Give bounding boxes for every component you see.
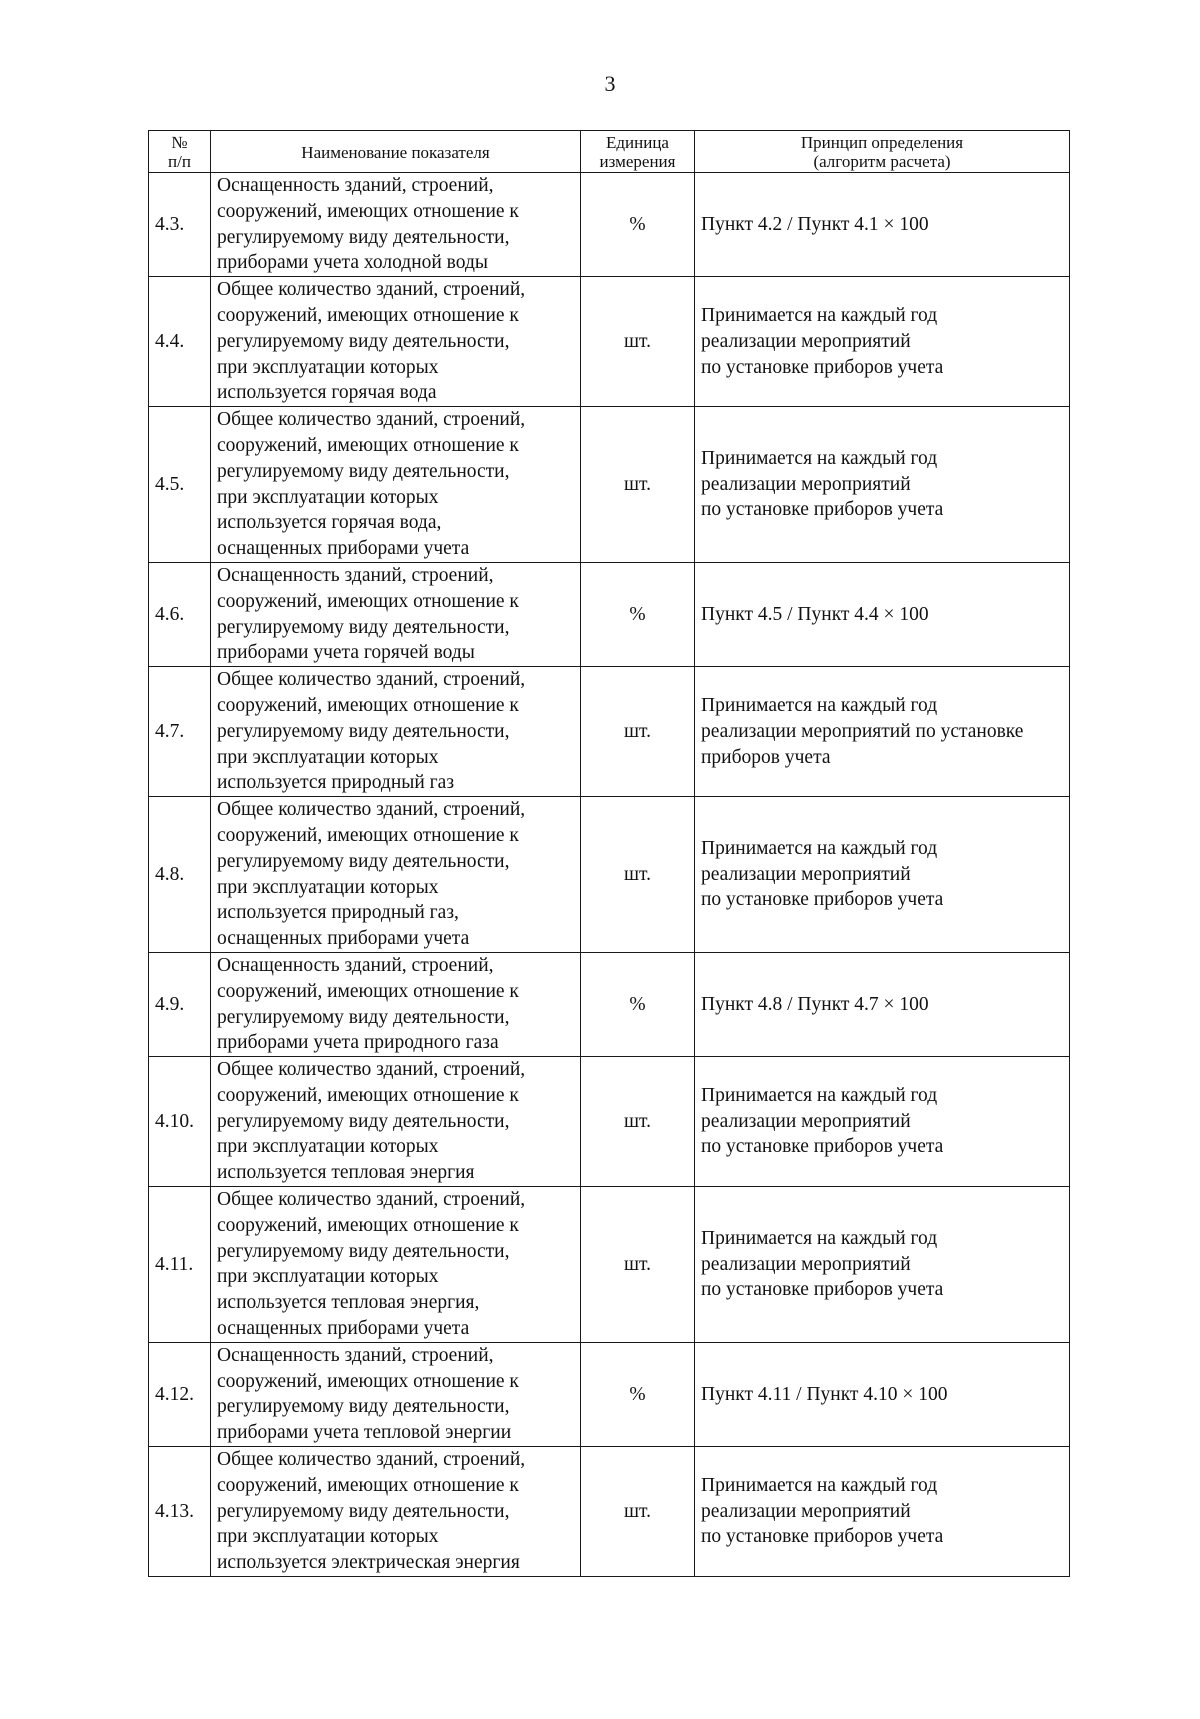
text-line: (алгоритм расчета) xyxy=(813,152,951,171)
indicator-name xyxy=(211,562,581,666)
header-row xyxy=(149,131,1070,173)
text-line: реализации мероприятий по установке xyxy=(701,720,1024,742)
text-line: регулируемому виду деятельности, xyxy=(217,330,510,352)
text-line: Общее количество зданий, строений, xyxy=(217,279,526,301)
text-line: сооружений, имеющих отношение к xyxy=(217,1474,519,1496)
header-rule xyxy=(695,131,1070,173)
row-number: 4.3. xyxy=(149,173,211,277)
indicator-name xyxy=(211,1187,581,1343)
text-line: при эксплуатации которых xyxy=(217,876,439,898)
text-line: Общее количество зданий, строений, xyxy=(217,1189,526,1211)
text-line: по установке приборов учета xyxy=(701,1136,944,1158)
table-row xyxy=(149,1057,1070,1187)
text-line: используется горячая вода, xyxy=(217,512,442,534)
text-line: Общее количество зданий, строений, xyxy=(217,1449,526,1471)
text-line: Пункт 4.11 / Пункт 4.10 × 100 xyxy=(701,1383,948,1405)
text-line: оснащенных приборами учета xyxy=(217,928,470,950)
indicator-name xyxy=(211,1057,581,1187)
text-line: по установке приборов учета xyxy=(701,1279,944,1301)
text-line: регулируемому виду деятельности, xyxy=(217,1240,510,1262)
text-line: регулируемому виду деятельности, xyxy=(217,850,510,872)
text-line: Общее количество зданий, строений, xyxy=(217,669,526,691)
text-line: Принимается на каждый год xyxy=(701,837,938,859)
measurement-unit: % xyxy=(581,173,695,277)
text-line: Пункт 4.8 / Пункт 4.7 × 100 xyxy=(701,993,929,1015)
row-number: 4.10. xyxy=(149,1057,211,1187)
text-line: реализации мероприятий xyxy=(701,863,911,885)
calculation-principle xyxy=(695,797,1070,953)
text-line: регулируемому виду деятельности, xyxy=(217,720,510,742)
text-line: оснащенных приборами учета xyxy=(217,538,470,560)
text-line: сооружений, имеющих отношение к xyxy=(217,1084,519,1106)
text-line: Принимается на каждый год xyxy=(701,1227,938,1249)
measurement-unit: шт. xyxy=(581,1057,695,1187)
table-row xyxy=(149,667,1070,797)
indicator-name xyxy=(211,952,581,1056)
text-line: Принимается на каждый год xyxy=(701,694,938,716)
text-line: Оснащенность зданий, строений, xyxy=(217,954,494,976)
text-line: сооружений, имеющих отношение к xyxy=(217,980,519,1002)
measurement-unit: % xyxy=(581,952,695,1056)
calculation-principle xyxy=(695,667,1070,797)
page-number: 3 xyxy=(604,71,616,96)
text-line: Общее количество зданий, строений, xyxy=(217,799,526,821)
text-line: регулируемому виду деятельности, xyxy=(217,1396,510,1418)
text-line: сооружений, имеющих отношение к xyxy=(217,824,519,846)
header-num xyxy=(149,131,211,173)
text-line: при эксплуатации которых xyxy=(217,1266,439,1288)
indicator-name xyxy=(211,797,581,953)
text-line: при эксплуатации которых xyxy=(217,356,439,378)
text-line: регулируемому виду деятельности, xyxy=(217,1110,510,1132)
text-line: используется природный газ, xyxy=(217,902,459,924)
table-header xyxy=(149,131,1070,173)
text-line: приборами учета холодной воды xyxy=(217,252,488,274)
calculation-principle xyxy=(695,952,1070,1056)
indicator-name xyxy=(211,1447,581,1577)
text-line: используется электрическая энергия xyxy=(217,1552,520,1574)
text-line: приборами учета горячей воды xyxy=(217,642,475,664)
table-row xyxy=(149,173,1070,277)
row-number: 4.4. xyxy=(149,277,211,407)
text-line: Наименование показателя xyxy=(301,142,490,162)
measurement-unit: шт. xyxy=(581,797,695,953)
text-line: Оснащенность зданий, строений, xyxy=(217,564,494,586)
row-number: 4.8. xyxy=(149,797,211,953)
text-line: используется тепловая энергия xyxy=(217,1162,475,1184)
text-line: регулируемому виду деятельности, xyxy=(217,460,510,482)
calculation-principle xyxy=(695,1187,1070,1343)
measurement-unit: шт. xyxy=(581,667,695,797)
calculation-principle xyxy=(695,1342,1070,1446)
text-line: по установке приборов учета xyxy=(701,889,944,911)
calculation-principle xyxy=(695,277,1070,407)
calculation-principle xyxy=(695,1057,1070,1187)
measurement-unit: шт. xyxy=(581,1187,695,1343)
text-line: сооружений, имеющих отношение к xyxy=(217,694,519,716)
text-line: сооружений, имеющих отношение к xyxy=(217,1370,519,1392)
text-line: сооружений, имеющих отношение к xyxy=(217,200,519,222)
calculation-principle xyxy=(695,407,1070,563)
calculation-principle xyxy=(695,173,1070,277)
text-line: сооружений, имеющих отношение к xyxy=(217,434,519,456)
text-line: регулируемому виду деятельности, xyxy=(217,1500,510,1522)
row-number: 4.11. xyxy=(149,1187,211,1343)
row-number: 4.6. xyxy=(149,562,211,666)
measurement-unit: шт. xyxy=(581,407,695,563)
measurement-unit: % xyxy=(581,562,695,666)
text-line: реализации мероприятий xyxy=(701,473,911,495)
text-line: регулируемому виду деятельности, xyxy=(217,616,510,638)
table-row xyxy=(149,407,1070,563)
text-line: при эксплуатации которых xyxy=(217,486,439,508)
row-number: 4.7. xyxy=(149,667,211,797)
text-line: Оснащенность зданий, строений, xyxy=(217,175,494,196)
text-line: № xyxy=(171,133,188,152)
measurement-unit: шт. xyxy=(581,1447,695,1577)
calculation-principle xyxy=(695,1447,1070,1577)
table-row xyxy=(149,1342,1070,1446)
text-line: реализации мероприятий xyxy=(701,1500,911,1522)
row-number: 4.5. xyxy=(149,407,211,563)
text-line: измерения xyxy=(599,152,676,171)
text-line: используется природный газ xyxy=(217,772,455,794)
text-line: по установке приборов учета xyxy=(701,1526,944,1548)
header-name xyxy=(211,131,581,173)
calculation-principle xyxy=(695,562,1070,666)
text-line: сооружений, имеющих отношение к xyxy=(217,304,519,326)
text-line: реализации мероприятий xyxy=(701,1253,911,1275)
text-line: Принимается на каждый год xyxy=(701,1084,938,1106)
text-line: оснащенных приборами учета xyxy=(217,1318,470,1340)
text-line: приборами учета природного газа xyxy=(217,1032,499,1054)
text-line: Единица xyxy=(606,133,669,152)
indicator-name xyxy=(211,407,581,563)
text-line: при эксплуатации которых xyxy=(217,746,439,768)
text-line: сооружений, имеющих отношение к xyxy=(217,590,519,612)
table-row xyxy=(149,952,1070,1056)
text-line: используется горячая вода xyxy=(217,382,437,404)
text-line: по установке приборов учета xyxy=(701,499,944,521)
table-row xyxy=(149,1447,1070,1577)
text-line: п/п xyxy=(168,152,191,171)
text-line: приборами учета тепловой энергии xyxy=(217,1422,512,1444)
text-line: Оснащенность зданий, строений, xyxy=(217,1344,494,1366)
row-number: 4.12. xyxy=(149,1342,211,1446)
row-number: 4.9. xyxy=(149,952,211,1056)
text-line: Пункт 4.5 / Пункт 4.4 × 100 xyxy=(701,603,929,625)
table-row xyxy=(149,277,1070,407)
text-line: реализации мероприятий xyxy=(701,1110,911,1132)
text-line: по установке приборов учета xyxy=(701,356,944,378)
table-row xyxy=(149,1187,1070,1343)
text-line: используется тепловая энергия, xyxy=(217,1292,480,1314)
text-line: регулируемому виду деятельности, xyxy=(217,226,510,248)
table-row xyxy=(149,562,1070,666)
indicator-name xyxy=(211,277,581,407)
measurement-unit: шт. xyxy=(581,277,695,407)
indicator-name xyxy=(211,1342,581,1446)
text-line: при эксплуатации которых xyxy=(217,1136,439,1158)
text-line: Принимается на каждый год xyxy=(701,304,938,326)
text-line: реализации мероприятий xyxy=(701,330,911,352)
header-unit xyxy=(581,131,695,173)
text-line: Принимается на каждый год xyxy=(701,1474,938,1496)
text-line: при эксплуатации которых xyxy=(217,1526,439,1548)
row-number: 4.13. xyxy=(149,1447,211,1577)
table-row xyxy=(149,797,1070,953)
text-line: Общее количество зданий, строений, xyxy=(217,1059,526,1081)
table-body xyxy=(149,173,1070,1577)
indicators-table xyxy=(148,130,1070,1577)
text-line: Общее количество зданий, строений, xyxy=(217,409,526,431)
text-line: Принцип определения xyxy=(800,133,964,152)
text-line: регулируемому виду деятельности, xyxy=(217,1006,510,1028)
indicator-name xyxy=(211,173,581,277)
text-line: Пункт 4.2 / Пункт 4.1 × 100 xyxy=(701,213,929,235)
indicator-name xyxy=(211,667,581,797)
text-line: Принимается на каждый год xyxy=(701,447,938,469)
text-line: сооружений, имеющих отношение к xyxy=(217,1214,519,1236)
measurement-unit: % xyxy=(581,1342,695,1446)
text-line: приборов учета xyxy=(701,746,831,768)
